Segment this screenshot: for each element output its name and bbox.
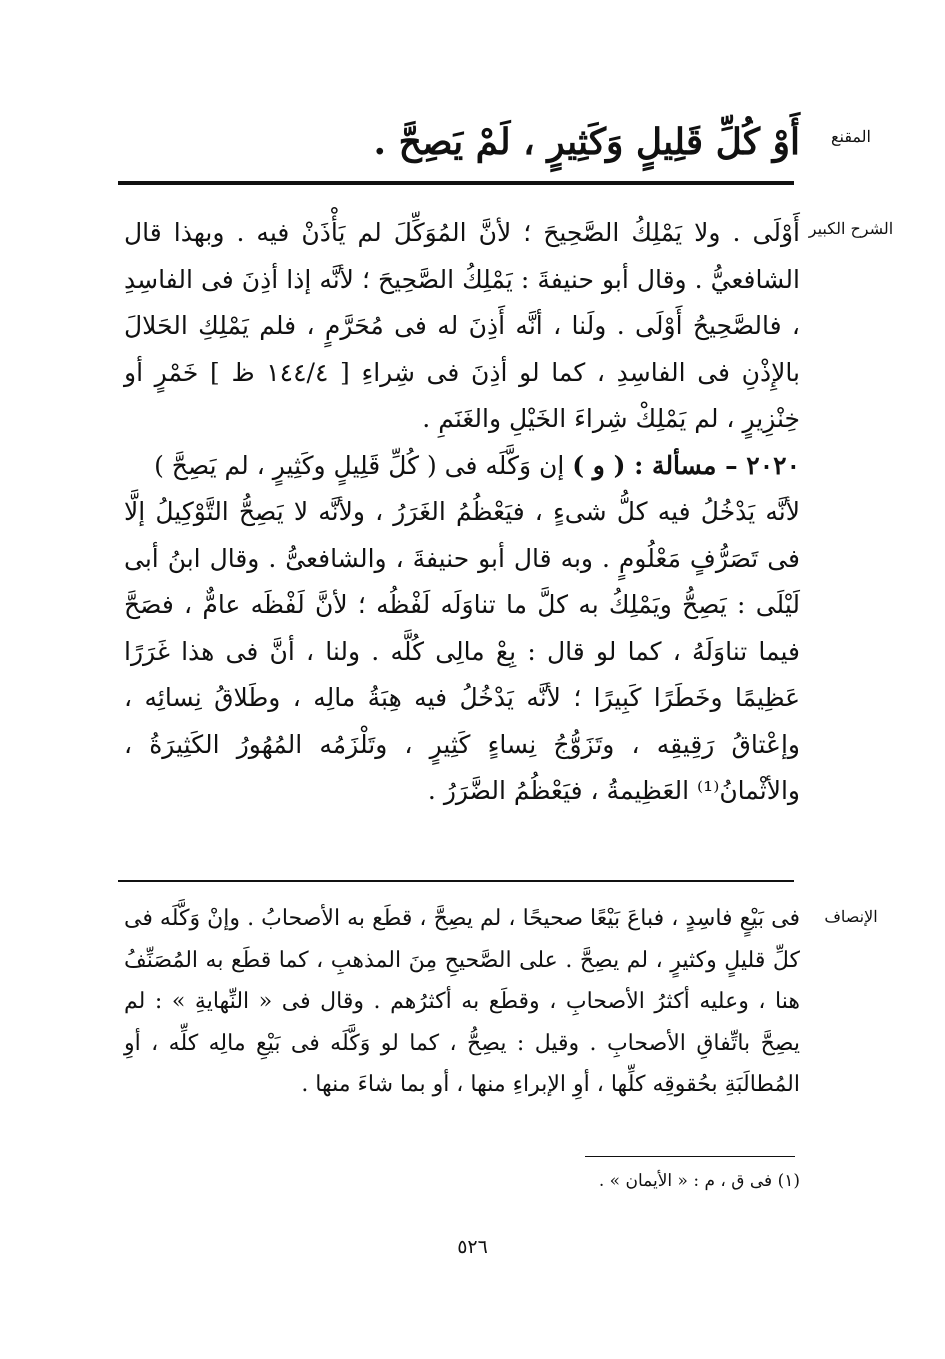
sharh-paragraph-1: أَوْلَى . ولا يَمْلِكُ الصَّحِيحَ ؛ لأنَّ المُوَكِّلَ لم يَأْذَنْ فيه . وبهذا قال الشافعيُّ . وقال أبو حنيفةَ : يَمْلِكُ الصَّحِيحَ ؛ لأنَّه إذا أذِنَ فى الفاسِدِ ، فالصَّحِيحُ أَوْلَى . ولَنا ، أنَّه أَذِنَ له فى مُحَرَّمٍ ، فلم يَمْلِكِ الحَلالَ بالإِذْنِ فى الفاسِدِ ، كما لو أذِنَ فى شِراءِ [ ١٤٤/٤ ظ ] خَمْرٍ أو خِنْزِيرٍ ، لم يَمْلِكْ شِراءَ الخَيْلِ والغَنَمِ . <box>124 218 800 433</box>
insaf-label: الإنصاف <box>824 907 878 926</box>
issue-quote: إن وَكَّلَه فى ( كُلِّ قَلِيلٍ وكَثِيرٍ ، لم يَصِحَّ ) <box>154 450 565 480</box>
sharh-paragraph-2: لأنَّه يَدْخُلُ فيه كلُّ شىءٍ ، فيَعْظُمُ الغَرَرُ ، ولأنَّه لا يَصِحُّ التَّوْكِيلُ إلَّا فى تَصَرُّفٍ مَعْلُومٍ . وبه قال أبو حنيفةَ ، والشافعىُّ . وقال ابنُ أبى لَيْلَى : يَصِحُّ ويَمْلِكُ به كلَّ ما تناوَلَه لَفْظُه ؛ لأنَّ لَفْظَه عامٌّ ، فصَحَّ فيما تناوَلَهُ ، كما لو قال : بِعْ مالِى كُلَّه . ولنا ، أنَّ فى هذا غَرَرًا عَظِيمًا وخَطَرًا كَبِيرًا ؛ لأنَّه يَدْخُلُ فيه هِبَةُ مالِه ، وطَلاقُ نِسائِه ، وإعْتاقُ رَقِيقِه ، وتَزَوُّجُ نِساءٍ كَثِيرٍ ، وتَلْزَمُه المُهُورُ الكَثِيرَةُ ، والأثْمانُ⁽¹⁾ العَظِيمةُ ، فيَعْظُمُ الضَّرَرُ . <box>124 497 800 805</box>
sharh-text <box>124 210 800 815</box>
section-divider <box>118 181 794 185</box>
sharh-label: الشرح الكبير <box>808 219 894 238</box>
issue-number: ٢٠٢٠ – مسألة : ( و ) <box>572 450 800 480</box>
footnote-divider <box>585 1156 795 1157</box>
footnote: (١) فى ق ، م : « الأيمان » . <box>598 1171 800 1191</box>
insaf-divider <box>118 880 794 882</box>
muqni-text: أَوْ كُلِّ قَلِيلٍ وَكَثِيرٍ ، لَمْ يَصِحَّ . <box>373 121 800 163</box>
page-number: ٥٢٦ <box>457 1236 488 1258</box>
muqni-label: المقنع <box>830 127 871 146</box>
insaf-text: فى بَيْعٍ فاسِدٍ ، فباعَ بَيْعًا صحيحًا ، لم يصِحَّ ، قطَع به الأصحابُ . وإنْ وَكَّلَه فى كلِّ قليلٍ وكثيرٍ ، لم يصِحَّ . على الصَّحيحِ مِنَ المذهبِ ، كما قطَع به المُصَنِّفُ هنا ، وعليه أكثرُ الأصحابِ ، وقطَع به أكثرُهم . وقال فى « النِّهايةِ » : لم يصِحَّ باتِّفاقِ الأصحابِ . وقيل : يصِحُّ ، كما لو وَكَّلَه فى بَيْعِ مالِه كلِّه ، أوِ المُطالَبَةِ بحُقوقِه كلِّها ، أوِ الإبراءِ منها ، أو بما شاءَ منها . <box>124 906 800 1097</box>
issue-line <box>124 443 800 490</box>
